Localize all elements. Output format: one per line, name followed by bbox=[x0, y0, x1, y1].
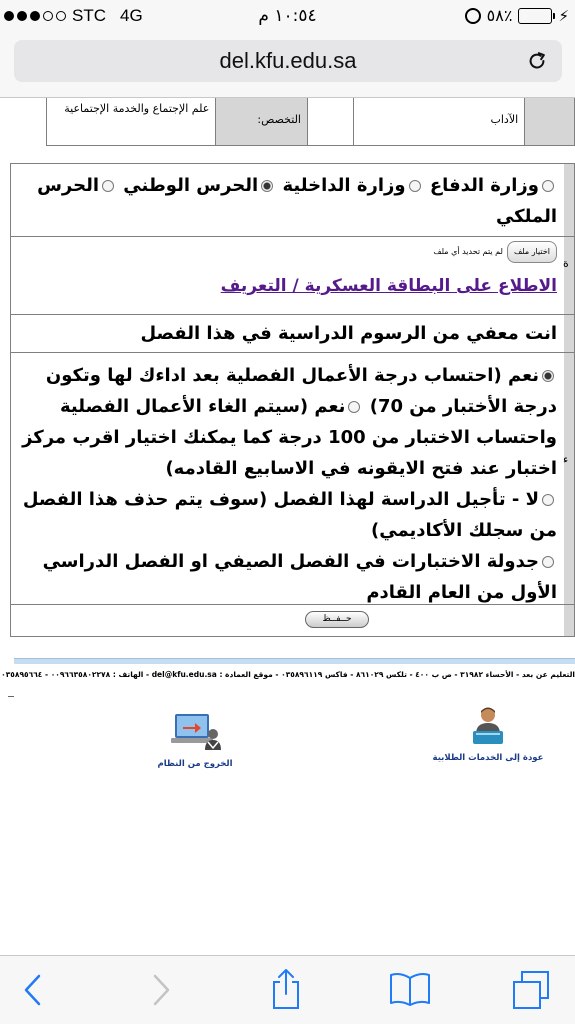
logout-icon bbox=[167, 712, 223, 752]
branch-row bbox=[11, 164, 575, 237]
status-right bbox=[465, 6, 569, 25]
reload-icon[interactable] bbox=[526, 50, 548, 72]
back-to-services-link[interactable] bbox=[418, 704, 558, 763]
radio-national-guard[interactable] bbox=[261, 180, 273, 192]
specialization-label: التخصص: bbox=[216, 98, 308, 145]
radio-defense[interactable] bbox=[542, 180, 554, 192]
url-text[interactable]: del.kfu.edu.sa bbox=[219, 48, 357, 73]
charging-icon: ⚡ bbox=[558, 6, 569, 25]
choose-file-button[interactable]: اختيار ملف bbox=[507, 241, 557, 263]
radio-schedule[interactable] bbox=[542, 556, 554, 568]
student-info-table bbox=[46, 98, 575, 146]
carrier-name: STC bbox=[72, 6, 106, 25]
specialization-value: علم الإجتماع والخدمة الإجتماعية bbox=[47, 98, 216, 145]
radio-yes-cancel[interactable] bbox=[348, 401, 360, 413]
upload-row bbox=[11, 237, 575, 315]
back-icon[interactable] bbox=[22, 972, 44, 1008]
option-yes-cancel[interactable]: نعم (سيتم الغاء الأعمال الفصلية واحتساب الاختبار من 100 درجة كما يمكنك اختيار اقرب مركز اختبار عند فتح الايقونه في الاسابيع القادمه) bbox=[22, 396, 557, 479]
option-defense[interactable]: وزارة الدفاع bbox=[429, 175, 539, 196]
footer-contact: التعليم عن بعد - الأحساء ٣١٩٨٢ - ص ب ٤٠٠ - تلكس ٨٦١٠٢٩ - فاكس ٠٣٥٨٩٦١١٩ - موقع العمادة : del@kfu.edu.sa - الهاتف : ٠٠٩٦٦٣٥٨٠٢٢٧٨ - ٠٣٥٨٩٥٦٦٤ bbox=[1, 670, 575, 679]
option-schedule[interactable]: جدولة الاختبارات في الفصل الصيفي او الفصل الدراسي الأول من العام القادم bbox=[42, 551, 557, 603]
option-no-postpone[interactable]: لا - تأجيل الدراسة لهذا الفصل (سوف يتم حذف هذا الفصل من سجلك الأكاديمي) bbox=[22, 489, 557, 541]
file-upload bbox=[17, 241, 557, 263]
logout-link[interactable] bbox=[140, 712, 250, 769]
fee-row bbox=[11, 315, 575, 353]
back-to-services-label[interactable]: عودة إلى الخدمات الطلابية bbox=[432, 753, 544, 763]
student-services-icon bbox=[468, 704, 508, 746]
save-row bbox=[11, 605, 575, 636]
fee-exempt-text: انت معفي من الرسوم الدراسية في هذا الفصل bbox=[140, 323, 557, 344]
row-label-cell bbox=[564, 164, 575, 236]
empty-cell bbox=[308, 98, 354, 145]
option-interior[interactable]: وزارة الداخلية bbox=[282, 175, 406, 196]
browser-toolbar bbox=[0, 34, 575, 98]
radio-interior[interactable] bbox=[409, 180, 421, 192]
branch-options bbox=[11, 164, 563, 236]
radio-no-postpone[interactable] bbox=[542, 494, 554, 506]
option-royal-guard[interactable]: الحرس الملكي bbox=[37, 175, 557, 227]
tabs-icon[interactable] bbox=[510, 970, 552, 1010]
share-icon[interactable] bbox=[270, 968, 302, 1010]
department-label bbox=[525, 98, 574, 145]
options-row bbox=[11, 353, 575, 605]
address-bar[interactable] bbox=[14, 40, 562, 82]
option-yes-coursework[interactable]: نعم (احتساب درجة الأعمال الفصلية بعد اداءك لها وتكون درجة الأختبار من 70) bbox=[45, 365, 557, 417]
forward-icon[interactable] bbox=[150, 972, 172, 1008]
divider bbox=[8, 696, 14, 697]
exam-options bbox=[11, 353, 563, 612]
row-label-cell bbox=[564, 605, 575, 636]
row-label-cell bbox=[564, 353, 575, 604]
row-side-label: ة bbox=[563, 257, 569, 270]
row-label-cell bbox=[564, 237, 575, 314]
request-form bbox=[10, 163, 575, 637]
status-bar bbox=[0, 0, 575, 34]
save-button[interactable]: حــفــظ bbox=[305, 611, 369, 628]
logout-label[interactable]: الخروج من النظام bbox=[157, 759, 233, 769]
department-value: الآداب bbox=[354, 98, 525, 145]
bookmarks-icon[interactable] bbox=[388, 972, 432, 1006]
row-side-label: ء bbox=[563, 453, 569, 466]
military-card-link[interactable]: الاطلاع على البطاقة العسكرية / التعريف bbox=[220, 276, 557, 296]
radio-royal-guard[interactable] bbox=[102, 180, 114, 192]
clock: ١٠:٥٤ م bbox=[258, 6, 317, 26]
network-type: 4G bbox=[120, 6, 143, 25]
radio-yes-coursework[interactable] bbox=[542, 370, 554, 382]
option-national-guard[interactable]: الحرس الوطني bbox=[123, 175, 259, 196]
footer-divider bbox=[14, 658, 575, 664]
file-status: لم يتم تحديد أي ملف bbox=[433, 247, 503, 256]
alarm-icon bbox=[465, 8, 481, 24]
battery-percent: ٥٨٪ bbox=[486, 6, 513, 25]
battery-icon bbox=[518, 8, 552, 24]
row-label-cell bbox=[564, 315, 575, 352]
safari-toolbar bbox=[0, 955, 575, 1024]
